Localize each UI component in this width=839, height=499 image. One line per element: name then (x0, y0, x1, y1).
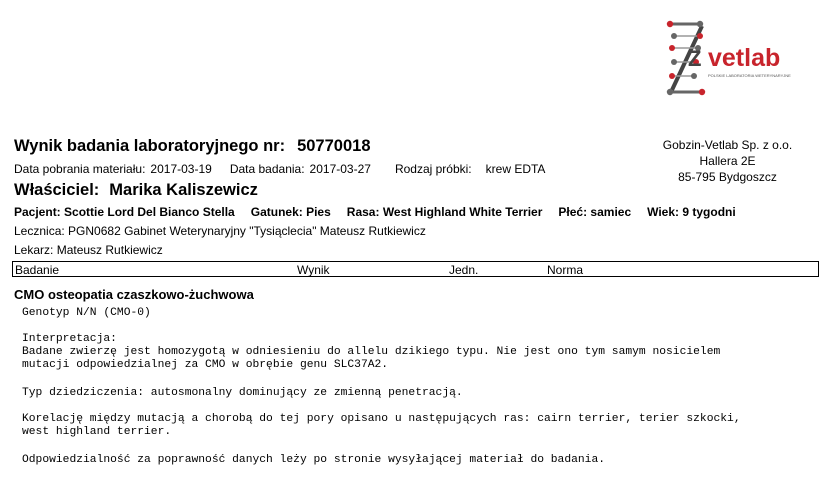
test-date-label: Data badania: (229, 162, 305, 176)
interpretation-line-2: mutacji odpowiedzialnej za CMO w obrębie genu SLC37A2. (22, 359, 389, 371)
vet-label: Lekarz: (14, 243, 54, 257)
lab-city: 85-795 Bydgoszcz (678, 170, 777, 184)
results-table-header (12, 261, 819, 277)
inheritance-type: Typ dziedziczenia: autosmonalny dominujący ze zmienną penetracją. (22, 387, 463, 399)
interpretation-line-1: Badane zwierzę jest homozygotą w odniesieniu do allelu dzikiego typu. Nie jest ono tym samym nosicielem (22, 346, 721, 358)
clinic-label: Lecznica: (14, 224, 65, 238)
logo-wordmark: vetlab (708, 44, 781, 72)
owner-label: Właściciel: (14, 181, 100, 199)
lab-street: Hallera 2E (699, 154, 756, 168)
responsibility-note: Odpowiedzialność za poprawność danych leży po stronie wysyłającej materiał do badania. (22, 454, 606, 466)
logo-tagline: POLSKIE LABORATORIA WETERYNARYJNE (708, 73, 791, 78)
collection-date: 2017-03-19 (150, 162, 212, 176)
vet (14, 243, 163, 257)
collection-date-label: Data pobrania materiału: (14, 162, 146, 176)
species: Pies (306, 205, 331, 219)
column-header-unit: Jedn. (449, 263, 479, 277)
lab-address (640, 137, 815, 185)
clinic-value: PGN0682 Gabinet Weterynaryjny "Tysiąclecia" Mateusz Rutkiewicz (68, 224, 426, 238)
section-title: CMO osteopatia czaszkowo-żuchwowa (14, 287, 254, 302)
column-header-norm: Norma (547, 263, 584, 277)
breed: West Highland White Terrier (382, 205, 543, 219)
report-number: 50770018 (297, 137, 371, 155)
report-title (14, 137, 371, 156)
report-title-label: Wynik badania laboratoryjnego nr: (14, 137, 286, 155)
vetlab-logo (660, 18, 795, 100)
owner (14, 181, 258, 200)
age: 9 tygodni (682, 205, 736, 219)
sex-label: Płeć: (558, 205, 588, 219)
correlation-line-2: west highland terrier. (22, 426, 172, 438)
patient-name: Scottie Lord Del Bianco Stella (64, 205, 235, 219)
age-label: Wiek: (647, 205, 680, 219)
sex: samiec (590, 205, 632, 219)
logo-z: Z (688, 46, 702, 71)
clinic (14, 224, 426, 238)
breed-label: Rasa: (346, 205, 380, 219)
patient-name-label: Pacjent: (14, 205, 61, 219)
correlation-line-1: Korelację między mutacją a chorobą do tej pory opisano u następujących ras: cairn terrier, terier szkocki, (22, 413, 741, 425)
sample-meta (14, 162, 545, 176)
genotype-result: Genotyp N/N (CMO-0) (22, 307, 151, 319)
column-header-test: Badanie (15, 263, 60, 277)
sample-type-label: Rodzaj próbki: (394, 162, 472, 176)
column-header-result: Wynik (297, 263, 330, 277)
lab-name: Gobzin-Vetlab Sp. z o.o. (662, 138, 793, 152)
test-date: 2017-03-27 (309, 162, 371, 176)
sample-type: krew EDTA (485, 162, 546, 176)
patient-info (14, 205, 736, 219)
interpretation-label: Interpretacja: (22, 333, 117, 345)
species-label: Gatunek: (250, 205, 303, 219)
owner-name: Marika Kaliszewicz (109, 181, 258, 199)
vet-value: Mateusz Rutkiewicz (56, 243, 163, 257)
